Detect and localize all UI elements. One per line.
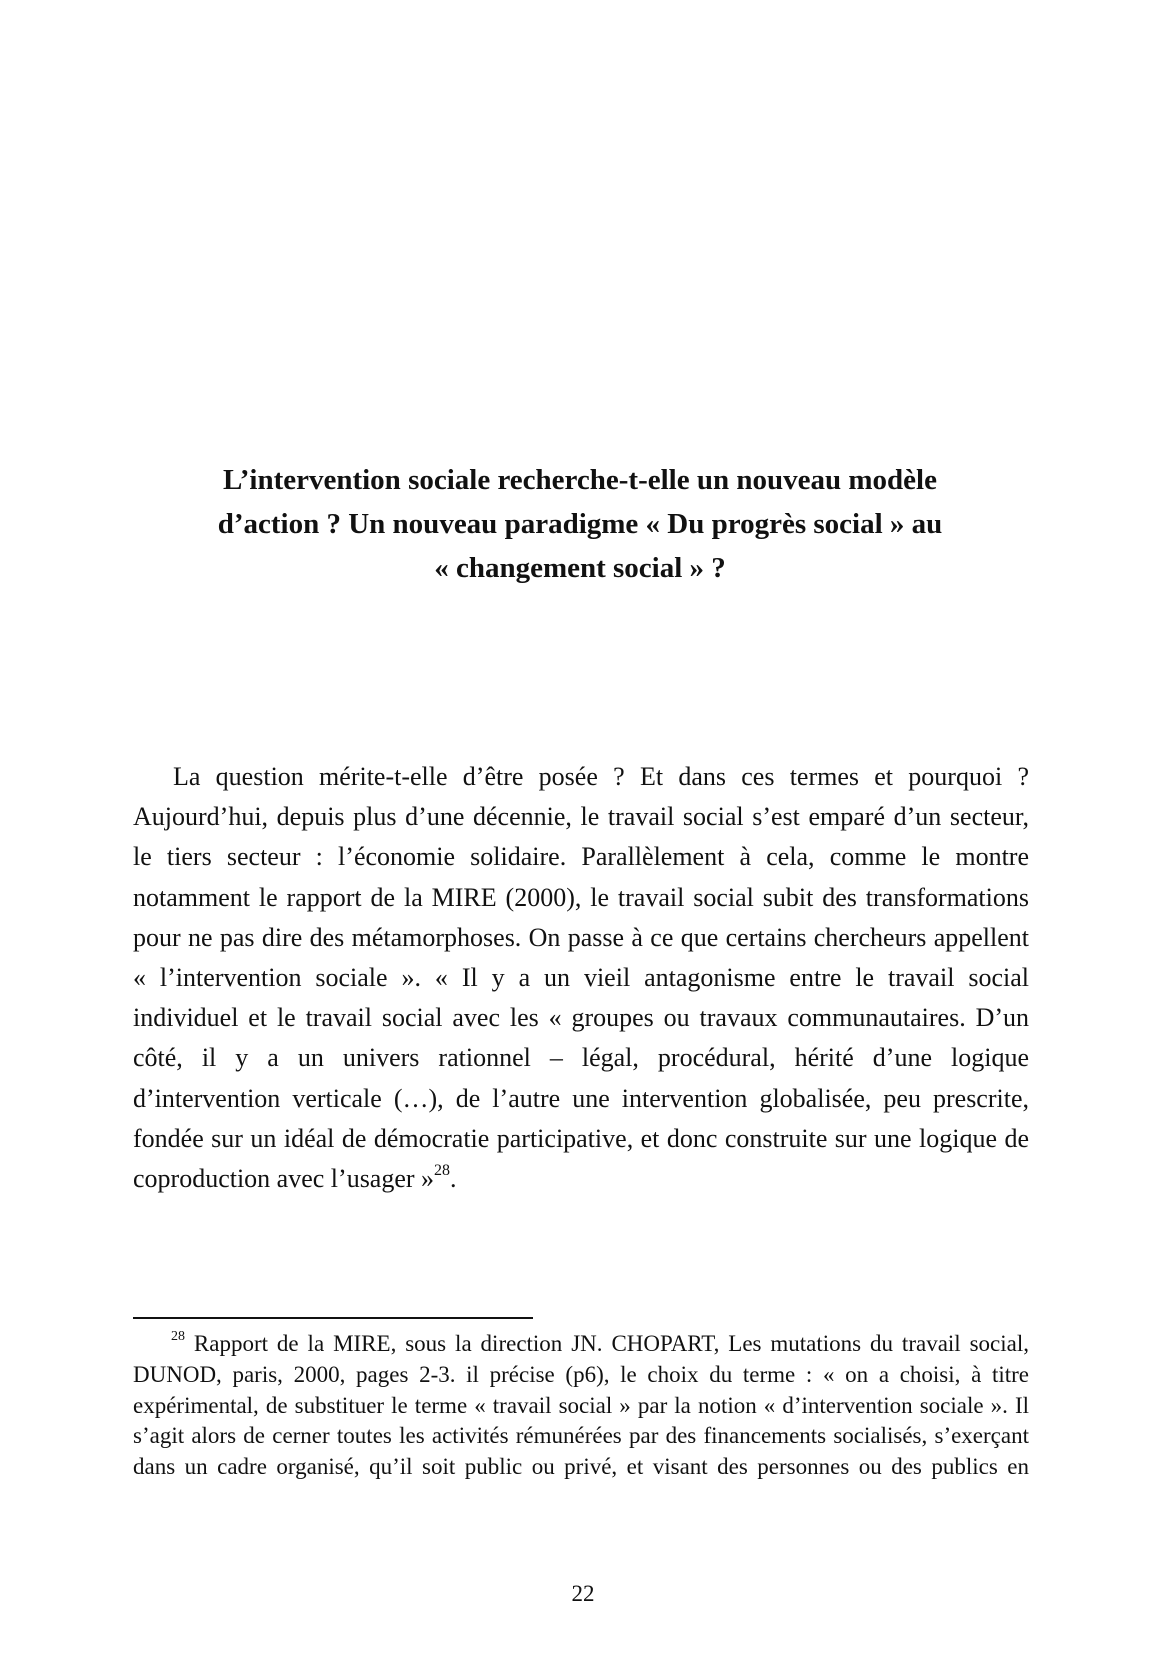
title-line-1: L’intervention sociale recherche-t-elle un nouveau modèle: [223, 464, 937, 496]
footnote-reference[interactable]: 28: [434, 1162, 451, 1180]
page-number: 22: [571, 1581, 595, 1606]
body-paragraph: [133, 757, 1029, 1199]
footnote-separator: [133, 1317, 533, 1319]
chapter-title: [130, 458, 1030, 590]
title-line-2: d’action ? Un nouveau paradigme « Du progrès social » au: [217, 508, 943, 540]
title-line-3: « changement social » ?: [434, 552, 726, 584]
footnote-number: 28: [171, 1329, 185, 1345]
body-paragraph-end: .: [450, 1164, 457, 1194]
footnote: [133, 1329, 1029, 1483]
body-paragraph-text: La question mérite-t-elle d’être posée ? Et dans ces termes et pourquoi ? Aujourd’hui, depuis plus d’une décennie, le travail social s’est emparé d’un secteur, le tiers secteur : l’économie solidaire. Parallèlement à cela, comme le montre notamment le rapport de la MIRE (2000), le travail social subit des transformations pour ne pas dire des métamorphoses. On passe à ce que certains chercheurs appellent « l’intervention sociale ». « Il y a un vieil antagonisme entre le travail social individuel et le travail social avec les « groupes ou travaux communautaires. D’un côté, il y a un univers rationnel – légal, procédural, hérité d’une logique d’intervention verticale (…), de l’autre une intervention globalisée, peu prescrite, fondée sur un idéal de démocratie participative, et donc construite sur une logique de coproduction avec l’usager »: [133, 762, 1029, 1194]
footnote-text: Rapport de la MIRE, sous la direction JN. CHOPART, Les mutations du travail social, DUNOD, paris, 2000, pages 2-3. il précise (p6), le choix du terme : « on a choisi, à titre expérimental, de substituer le terme « travail social » par la notion « d’intervention sociale ». Il s’agit alors de cerner toutes les activités rémunérées par des financements socialisés, s’exerçant dans un cadre organisé, qu’il soit public ou privé, et visant des personnes ou des publics en: [133, 1331, 1029, 1480]
